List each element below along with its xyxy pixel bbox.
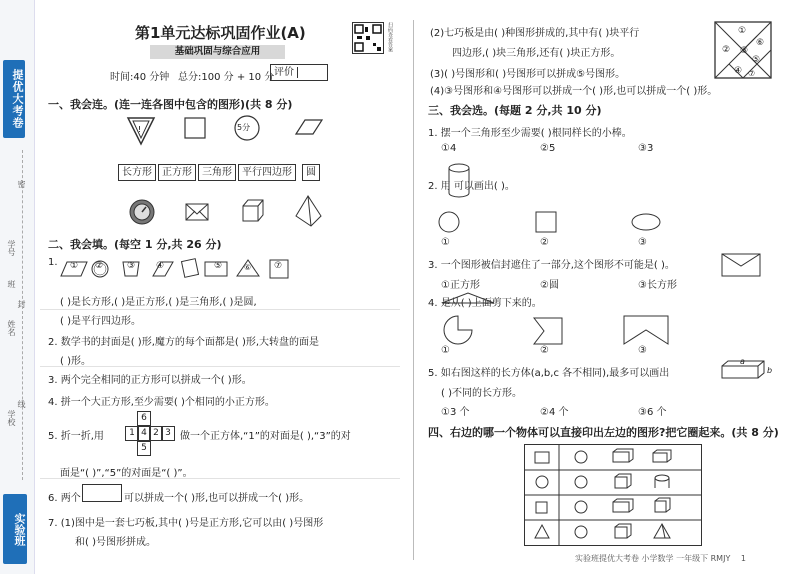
net-cell: 3 (161, 426, 175, 441)
question-2-4: 4. 拼一个大正方形,至少需要( )个相同的小正方形。 (48, 397, 275, 408)
question-3-2-opt2[interactable]: ② (540, 237, 549, 248)
time-limit: 时间:40 分钟 (110, 72, 170, 83)
cube-net (125, 411, 175, 459)
sidebar-label-class: 班 (7, 280, 16, 288)
question-2-7-3: (3)( )号图形和( )号图形可以拼成⑤号图形。 (430, 69, 626, 80)
question-2-1-line2: ( )是平行四边形。 (60, 316, 141, 327)
column-divider (413, 20, 414, 560)
question-3-4-opt2[interactable]: ② (540, 345, 549, 356)
triangle-cut-icon (440, 292, 500, 306)
shape-num-1: ① (70, 261, 79, 271)
coin-label: 5分 (237, 123, 251, 132)
cuboid-label-b: b (767, 366, 773, 375)
tangram-num-7: ⑦ (748, 69, 756, 78)
brand-label-top: 提优大考卷 (3, 60, 25, 138)
cylinder-icon (447, 163, 477, 203)
seal-char: 封 (17, 300, 26, 308)
net-cell: 4 (137, 426, 151, 441)
question-2-7-2-line1: (2)七巧板是由( )种图形拼成的,其中有( )块平行 (430, 28, 640, 39)
shape-num-2: ② (95, 261, 104, 271)
seal-char: 线 (17, 400, 26, 408)
tag-circle[interactable]: 圆 (302, 164, 320, 181)
question-3-5-opt2[interactable]: ②4 个 (540, 407, 569, 418)
tangram-num-1: ① (738, 26, 747, 36)
question-3-4-opt3[interactable]: ③ (638, 345, 647, 356)
section4-heading: 四、右边的哪一个物体可以直接印出左边的图形?把它圈起来。(共 8 分) (428, 426, 779, 439)
question-2-5-suffix: 做一个正方体,“1”的对面是( ),“3”的对 (180, 431, 351, 442)
question-2-7-4: (4)③号图形和④号图形可以拼成一个( )形,也可以拼成一个( )形。 (430, 86, 718, 97)
question-3-3-opt3[interactable]: ③长方形 (638, 280, 677, 291)
question-2-5-prefix: 5. 折一折,用 (48, 431, 104, 442)
question-2-3: 3. 两个完全相同的正方形可以拼成一个( )形。 (48, 375, 252, 386)
question-2-1-line1: ( )是长方形,( )是正方形,( )是三角形,( )是圆, (60, 297, 257, 308)
qr-code-icon[interactable] (352, 22, 384, 54)
page-footer (575, 553, 746, 564)
grid-line (40, 478, 400, 479)
question-2-2-line2: ( )形。 (60, 356, 91, 367)
net-cell: 2 (149, 426, 163, 441)
qr-label: 扫码查看答案 (387, 22, 393, 52)
question-3-5-line1: 5. 如右图这样的长方体(a,b,c 各不相同),最多可以画出 (428, 368, 670, 379)
section1-top-figures (0, 110, 400, 170)
tangram-num-2: ② (722, 45, 731, 55)
question-2-7-2-line2: 四边形,( )块三角形,还有( )块正方形。 (452, 48, 621, 59)
wall-clock-icon (130, 200, 154, 224)
question-2-6-prefix: 6. 两个 (48, 493, 81, 504)
section4-grid (524, 444, 702, 546)
seal-char: 密 (17, 180, 26, 188)
net-cell: 6 (137, 411, 151, 426)
envelope-cover-icon (720, 250, 770, 280)
tangram-num-3: ③ (740, 46, 749, 56)
sidebar-label-school: 学校 (7, 410, 16, 426)
tangram-num-4: ④ (734, 66, 743, 76)
question-3-2-figures (438, 210, 738, 238)
question-3-4-opt1[interactable]: ① (441, 345, 450, 356)
question-3-1-opt2[interactable]: ②5 (540, 143, 556, 154)
tangram-num-5: ⑤ (752, 55, 761, 65)
section1-bottom-objects (0, 196, 400, 236)
question-2-2-line1: 2. 数学书的封面是( )形,魔方的每个面都是( )形,大转盘的面是 (48, 337, 320, 348)
yield-sign-icon (128, 118, 154, 144)
question-2-7-line1: 7. (1)图中是一套七巧板,其中( )号是正方形,它可以由( )号图形 (48, 518, 324, 529)
question-2-1-number: 1. (48, 257, 58, 268)
sidebar-label-id: 学号 (7, 240, 16, 256)
grid-line (40, 366, 400, 367)
question-3-1: 1. 摆一个三角形至少需要( )根同样长的小棒。 (428, 128, 632, 139)
question-2-6-suffix: 可以拼成一个( )形,也可以拼成一个( )形。 (124, 493, 310, 504)
tag-triangle[interactable]: 三角形 (198, 164, 236, 181)
question-3-5-opt1[interactable]: ①3 个 (441, 407, 470, 418)
cuboid-label-a: a (740, 357, 745, 366)
question-2-5-line2: 面是“( )”,“5”的对面是“( )”。 (60, 468, 193, 479)
question-3-2-opt3[interactable]: ③ (638, 237, 647, 248)
question-3-1-opt3[interactable]: ③3 (638, 143, 654, 154)
shape-num-7: ⑦ (274, 261, 283, 271)
question-3-5-opt3[interactable]: ③6 个 (638, 407, 667, 418)
square-card-icon (185, 118, 205, 138)
tag-parallelogram[interactable]: 平行四边形 (238, 164, 296, 181)
question-3-3-opt2[interactable]: ②圆 (540, 280, 559, 291)
total-score: 总分:100 分 + 10 分 (178, 72, 275, 83)
pyramid-icon (296, 196, 321, 226)
question-3-5-line2: ( )不同的长方形。 (441, 388, 522, 399)
question-3-2: 2. 用 可以画出( )。 (428, 181, 515, 192)
question-3-2-opt1[interactable]: ① (441, 237, 450, 248)
section2-heading: 二、我会填。(每空 1 分,共 26 分) (48, 238, 222, 251)
question-3-4: 4. 是从( )上面剪下来的。 (428, 298, 542, 309)
net-cell: 1 (125, 426, 139, 441)
footer-text: 实验班提优大考卷 小学数学 一年级下 RMJY (575, 554, 731, 563)
question-3-1-opt1[interactable]: ①4 (441, 143, 457, 154)
tag-rectangle[interactable]: 长方形 (118, 164, 156, 181)
section1-heading: 一、我会连。(连一连各图中包含的图形)(共 8 分) (48, 98, 293, 111)
evaluation-label: 评价 (271, 67, 298, 78)
evaluation-box[interactable] (270, 64, 328, 81)
tangram-num-6: ⑥ (756, 38, 765, 48)
page-title: 第1单元达标巩固作业(A) (135, 24, 306, 42)
shape-num-3: ③ (127, 261, 136, 271)
question-3-3-opt1[interactable]: ①正方形 (441, 280, 480, 291)
shape-name-tags (118, 164, 320, 181)
cuboid-figure (720, 358, 773, 382)
question-3-3: 3. 一个图形被信封遮住了一部分,这个图形不可能是( )。 (428, 260, 675, 271)
page-subtitle: 基础巩固与综合应用 (150, 45, 285, 59)
section3-heading: 三、我会选。(每题 2 分,共 10 分) (428, 104, 602, 117)
tag-square[interactable]: 正方形 (158, 164, 196, 181)
brand-label-bottom: 实验班 (3, 494, 27, 564)
envelope-icon (186, 204, 208, 220)
shape-num-4: ④ (156, 261, 165, 271)
shape-num-5: ⑤ (214, 261, 223, 271)
question-3-4-figures (438, 314, 738, 350)
grid-line (40, 309, 400, 310)
small-rectangle-figure (82, 484, 122, 502)
svg-text:!: ! (138, 125, 142, 134)
sidebar-label-name: 姓名 (7, 320, 16, 336)
cube-icon (243, 200, 263, 221)
parallelogram-icon (296, 120, 322, 134)
shape-num-6: ⑥ (244, 263, 252, 272)
question-2-7-line2: 和( )号图形拼成。 (75, 537, 156, 548)
page-number: 1 (740, 554, 746, 563)
net-cell: 5 (137, 441, 151, 456)
